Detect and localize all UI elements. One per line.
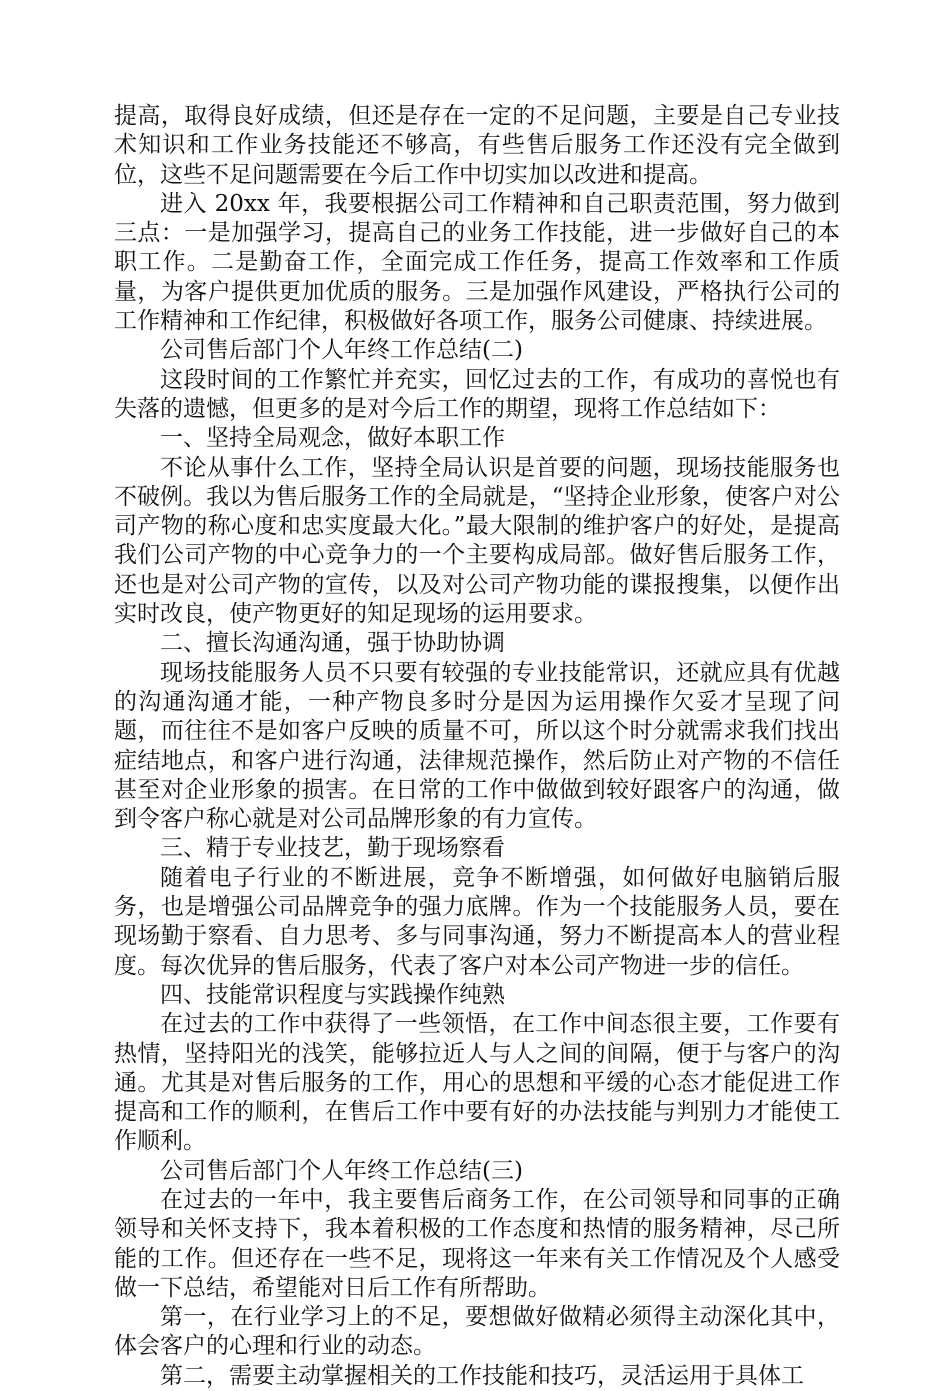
subsection-heading: 三、精于专业技艺，勤于现场察看	[160, 835, 505, 862]
section-heading: 公司售后部门个人年终工作总结(二)	[160, 337, 523, 364]
paragraph: 第一，在行业学习上的不足，要想做好做精必须得主动深化其中，体会客户的心理和行业的动态。	[114, 1304, 840, 1360]
paragraph: 在过去的工作中获得了一些领悟，在工作中间态很主要，工作要有热情，坚持阳光的浅笑，能够拉近人与人之间的间隔，便于与客户的沟通。尤其是对售后服务的工作，用心的思想和平缓的心态才能促进工作提高和工作的顺利，在售后工作中要有好的办法技能与判别力才能使工作顺利。	[114, 1011, 840, 1155]
section-heading: 公司售后部门个人年终工作总结(三)	[160, 1157, 523, 1184]
subsection-heading: 一、坚持全局观念，做好本职工作	[160, 425, 505, 452]
paragraph: 提高，取得良好成绩，但还是存在一定的不足问题，主要是自己专业技术知识和工作业务技能还不够高，有些售后服务工作还没有完全做到位，这些不足问题需要在今后工作中切实加以改进和提高。	[114, 103, 840, 188]
paragraph: 不论从事什么工作，坚持全局认识是首要的问题，现场技能服务也不破例。我以为售后服务工作的全局就是，“坚持企业形象，使客户对公司产物的称心度和忠实度最大化。”最大限制的维护客户的好处，是提高我们公司产物的中心竞争力的一个主要构成局部。做好售后服务工作，还也是对公司产物的宣传，以及对公司产物功能的谍报搜集，以便作出实时改良，使产物更好的知足现场的运用要求。	[114, 454, 840, 628]
paragraph: 进入 20xx 年，我要根据公司工作精神和自己职责范围，努力做到三点：一是加强学习，提高自己的业务工作技能，进一步做好自己的本职工作。二是勤奋工作，全面完成工作任务，提高工作效率和工作质量，为客户提供更加优质的服务。三是加强作风建设，严格执行公司的工作精神和工作纪律，积极做好各项工作，服务公司健康、持续进展。	[114, 190, 840, 335]
document-body	[114, 102, 840, 1391]
subsection-heading: 四、技能常识程度与实践操作纯熟	[160, 981, 505, 1008]
paragraph: 随着电子行业的不断进展，竞争不断增强，如何做好电脑销后服务，也是增强公司品牌竞争的强力底牌。作为一个技能服务人员，要在现场勤于察看、自力思考、多与同事沟通，努力不断提高本人的营业程度。每次优异的售后服务，代表了客户对本公司产物进一步的信任。	[114, 864, 840, 979]
paragraph: 第二，需要主动掌握相关的工作技能和技巧，灵活运用于具体工	[160, 1362, 804, 1389]
paragraph: 在过去的一年中，我主要售后商务工作，在公司领导和同事的正确领导和关怀支持下，我本着积极的工作态度和热情的服务精神，尽己所能的工作。但还存在一些不足，现将这一年来有关工作情况及个人感受做一下总结，希望能对日后工作有所帮助。	[114, 1186, 840, 1301]
paragraph: 现场技能服务人员不只要有较强的专业技能常识，还就应具有优越的沟通沟通才能，一种产物良多时分是因为运用操作欠妥才呈现了问题，而往往不是如客户反映的质量不可，所以这个时分就需求我们找出症结地点，和客户进行沟通，法律规范操作，然后防止对产物的不信任甚至对企业形象的损害。在日常的工作中做做到较好跟客户的沟通，做到令客户称心就是对公司品牌形象的有力宣传。	[114, 659, 840, 833]
subsection-heading: 二、擅长沟通沟通，强于协助协调	[160, 630, 505, 657]
paragraph: 这段时间的工作繁忙并充实，回忆过去的工作，有成功的喜悦也有失落的遗憾，但更多的是对今后工作的期望，现将工作总结如下：	[114, 366, 840, 422]
